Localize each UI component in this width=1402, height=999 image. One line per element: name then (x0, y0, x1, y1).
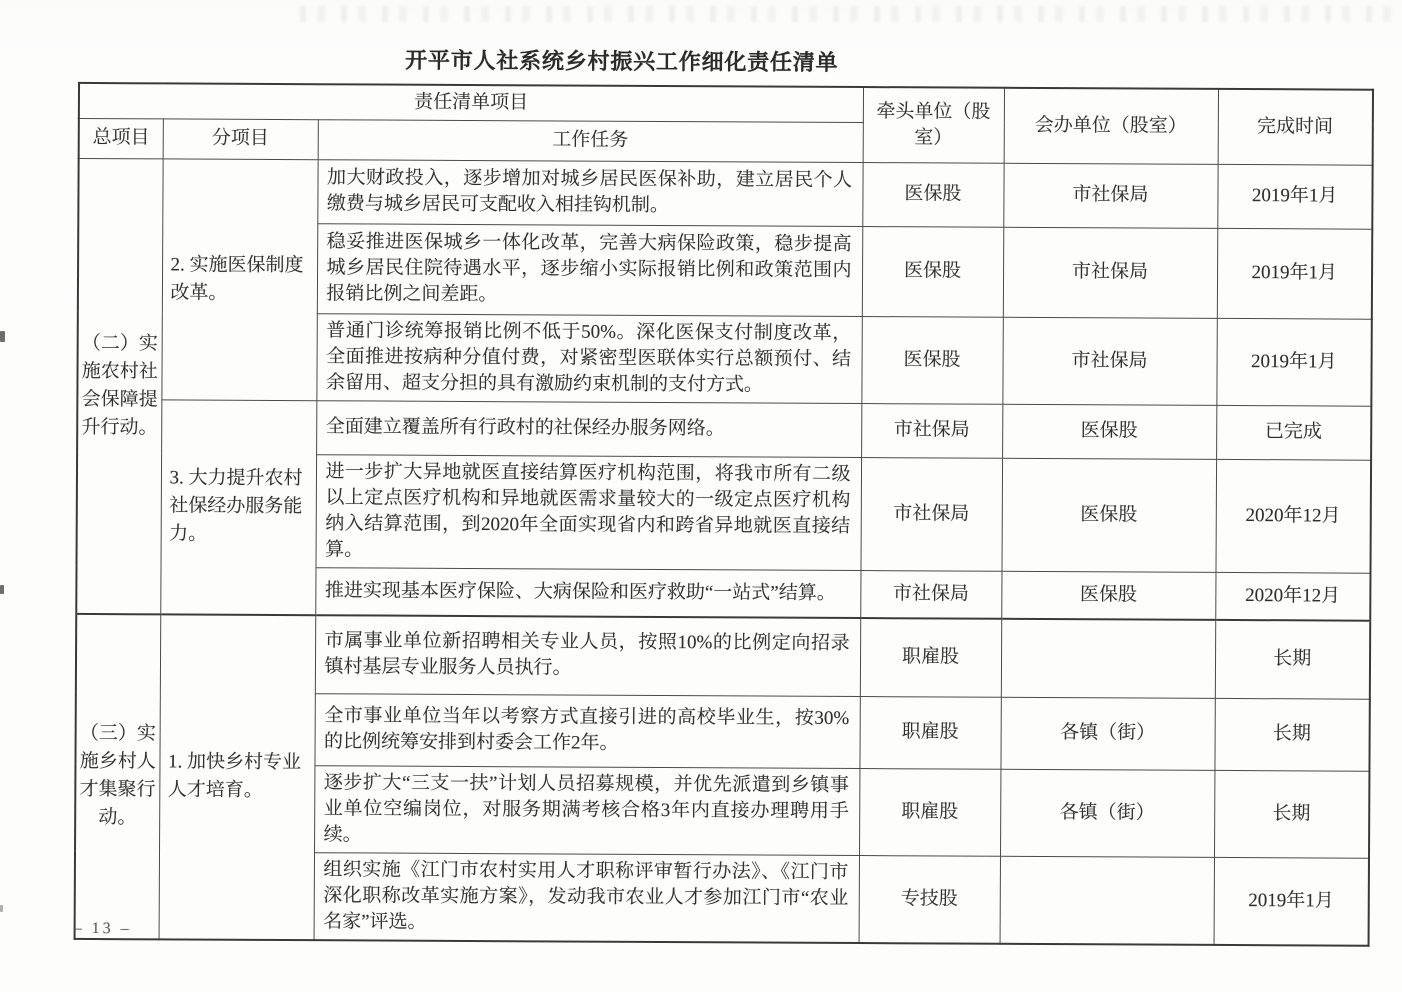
cell-co-unit: 市社保局 (1003, 227, 1217, 318)
cell-lead-unit: 职雇股 (860, 618, 1001, 697)
cell-task: 推进实现基本医疗保险、大病保险和医疗救助“一站式”结算。 (315, 567, 860, 618)
page-footer-page-number: – 13 – (73, 919, 132, 938)
cell-deadline: 2019年1月 (1214, 857, 1369, 945)
cell-deadline: 2019年1月 (1217, 164, 1372, 229)
cell-task: 普通门诊统筹报销比例不低于50%。深化医保支付制度改革，全面推进按病种分值付费，对紧密型医联体实行总额预付、结余留用、超支分担的具有激励约束机制的支付方式。 (316, 313, 861, 403)
cell-lead-unit: 医保股 (862, 226, 1003, 317)
cell-co-unit: 市社保局 (1003, 163, 1217, 228)
cell-co-unit: 医保股 (1002, 404, 1216, 459)
cell-co-unit (1000, 856, 1214, 945)
cell-total-project-3: （三）实施乡村人才集聚行动。 (75, 614, 161, 939)
cell-lead-unit: 职雇股 (859, 696, 1000, 769)
header-total-project: 总项目 (79, 118, 163, 158)
cell-deadline: 2020年12月 (1215, 572, 1370, 621)
cell-deadline: 2019年1月 (1216, 318, 1371, 406)
cell-task: 稳妥推进医保城乡一体化改革，完善大病保险政策，稳步提高城乡居民住院待遇水平，逐步缩小实际报销比例和政策范围内报销比例之间差距。 (317, 223, 862, 316)
cell-deadline: 2019年1月 (1217, 228, 1372, 319)
cell-task: 全市事业单位当年以考察方式直接引进的高校毕业生，按30%的比例统筹安排到村委会工作2年。 (314, 693, 859, 768)
header-co-unit: 会办单位（股室） (1004, 88, 1218, 164)
cell-co-unit: 医保股 (1001, 458, 1216, 572)
cell-task: 逐步扩大“三支一扶”计划人员招募规模，并优先派遣到乡镇事业单位空编岗位，对服务期满考核合格3年内直接办理聘用手续。 (314, 765, 859, 855)
cell-task: 加大财政投入，逐步增加对城乡居民医保补助，建立居民个人缴费与城乡居民可支配收入相挂钩机制。 (317, 159, 862, 226)
table-row (78, 158, 1372, 229)
cell-lead-unit: 专技股 (859, 855, 1000, 943)
cell-deadline: 长期 (1215, 620, 1370, 699)
cell-lead-unit: 医保股 (861, 316, 1002, 404)
cell-sub-project: 1. 加快乡村专业人才培育。 (159, 614, 316, 939)
header-deadline: 完成时间 (1218, 89, 1373, 165)
cell-co-unit: 各镇（街） (1000, 697, 1214, 770)
header-work-task: 工作任务 (318, 119, 863, 162)
cell-lead-unit: 职雇股 (859, 768, 1000, 856)
header-sub-project: 分项目 (163, 118, 318, 159)
cell-co-unit: 医保股 (1001, 571, 1215, 620)
cell-deadline: 长期 (1214, 698, 1369, 771)
cell-task: 全面建立覆盖所有行政村的社保经办服务网络。 (316, 400, 861, 457)
cell-task: 市属事业单位新招聘相关专业人员，按照10%的比例定向招录镇村基层专业服务人员执行。 (315, 615, 860, 696)
cell-deadline: 长期 (1214, 770, 1369, 858)
cell-task: 进一步扩大异地就医直接结算医疗机构范围，将我市所有二级以上定点医疗机构和异地就医需求量较大的一级定点医疗机构纳入结算范围，到2020年全面实现省内和跨省异地就医直接结算。 (316, 454, 862, 570)
cell-co-unit: 各镇（街） (1000, 769, 1214, 857)
cell-lead-unit: 市社保局 (860, 570, 1001, 619)
responsibility-table (74, 82, 1374, 946)
cell-task: 组织实施《江门市农村实用人才职称评审暂行办法》、《江门市深化职称改革实施方案》，发动我市农业人才参加江门市“农业名家”评选。 (314, 852, 859, 942)
cell-total-project-2: （二）实施农村社会保障提升行动。 (76, 158, 162, 614)
cell-lead-unit: 市社保局 (860, 457, 1002, 571)
table-row (77, 399, 1371, 460)
cell-co-unit: 市社保局 (1002, 317, 1216, 405)
cell-lead-unit: 医保股 (862, 162, 1003, 227)
header-responsibility-items: 责任清单项目 (79, 83, 863, 122)
header-lead-unit: 牵头单位（股室） (863, 87, 1004, 163)
cell-sub-project: 3. 大力提升农村社保经办服务能力。 (160, 399, 316, 615)
page-title: 开平市人社系统乡村振兴工作细化责任清单 (405, 47, 839, 75)
cell-deadline: 2020年12月 (1215, 459, 1371, 573)
cell-lead-unit: 市社保局 (861, 403, 1002, 458)
cell-deadline: 已完成 (1216, 405, 1371, 460)
cell-sub-project: 2. 实施医保制度改革。 (161, 158, 317, 400)
cell-co-unit (1001, 619, 1215, 698)
table-row (76, 614, 1370, 699)
